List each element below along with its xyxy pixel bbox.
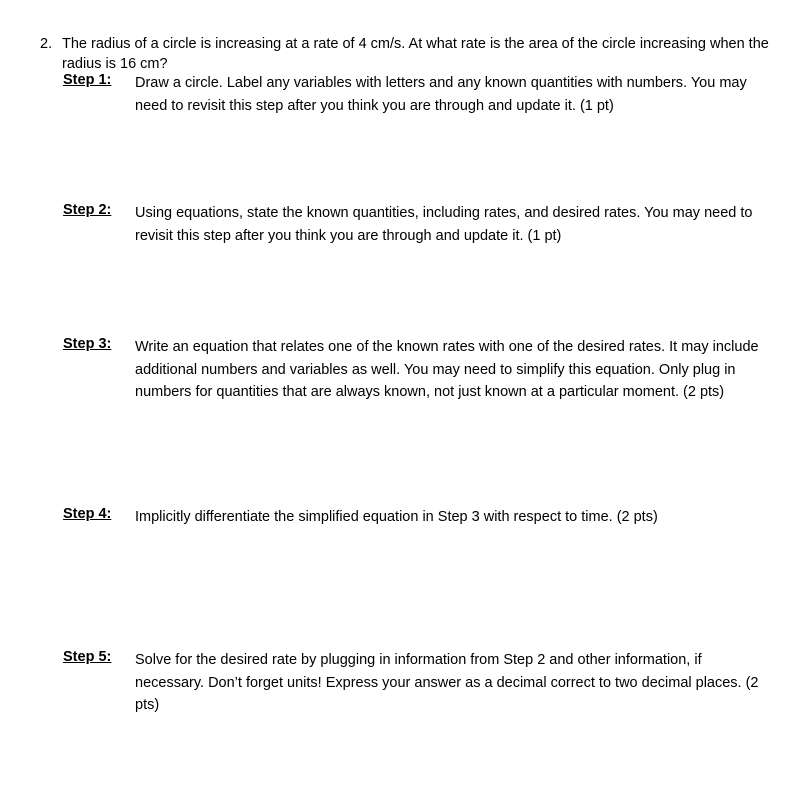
- problem-number: 2.: [40, 36, 53, 52]
- step-2: [63, 202, 763, 247]
- problem-statement: [40, 34, 770, 74]
- step-4-text: Implicitly differentiate the simplified equation in Step 3 with respect to time. (2 pts): [135, 509, 658, 525]
- step-1-label: Step 1:: [63, 72, 112, 88]
- step-3-text: Write an equation that relates one of the known rates with one of the desired rates. It may include additional numbers and variables as well. You may need to simplify this equation. Only plug in numbers for quantities that are always known, not just known at a particular moment. (2 pts): [135, 339, 759, 400]
- step-5: [63, 649, 763, 717]
- step-3: [63, 336, 763, 404]
- problem-text: The radius of a circle is increasing at a rate of 4 cm/s. At what rate is the area of the circle increasing when the radius is 16 cm?: [62, 36, 769, 72]
- step-1-text: Draw a circle. Label any variables with letters and any known quantities with numbers. You may need to revisit this step after you think you are through and update it. (1 pt): [135, 75, 747, 114]
- step-1: [63, 72, 763, 117]
- step-5-text: Solve for the desired rate by plugging in information from Step 2 and other information, if necessary. Don’t forget units! Express your answer as a decimal correct to two decimal places. (2 pts): [135, 652, 759, 713]
- step-5-label: Step 5:: [63, 649, 112, 665]
- step-2-label: Step 2:: [63, 202, 112, 218]
- step-4: [63, 506, 763, 529]
- step-2-text: Using equations, state the known quantities, including rates, and desired rates. You may need to revisit this step after you think you are through and update it. (1 pt): [135, 205, 753, 244]
- step-4-label: Step 4:: [63, 506, 112, 522]
- step-3-label: Step 3:: [63, 336, 112, 352]
